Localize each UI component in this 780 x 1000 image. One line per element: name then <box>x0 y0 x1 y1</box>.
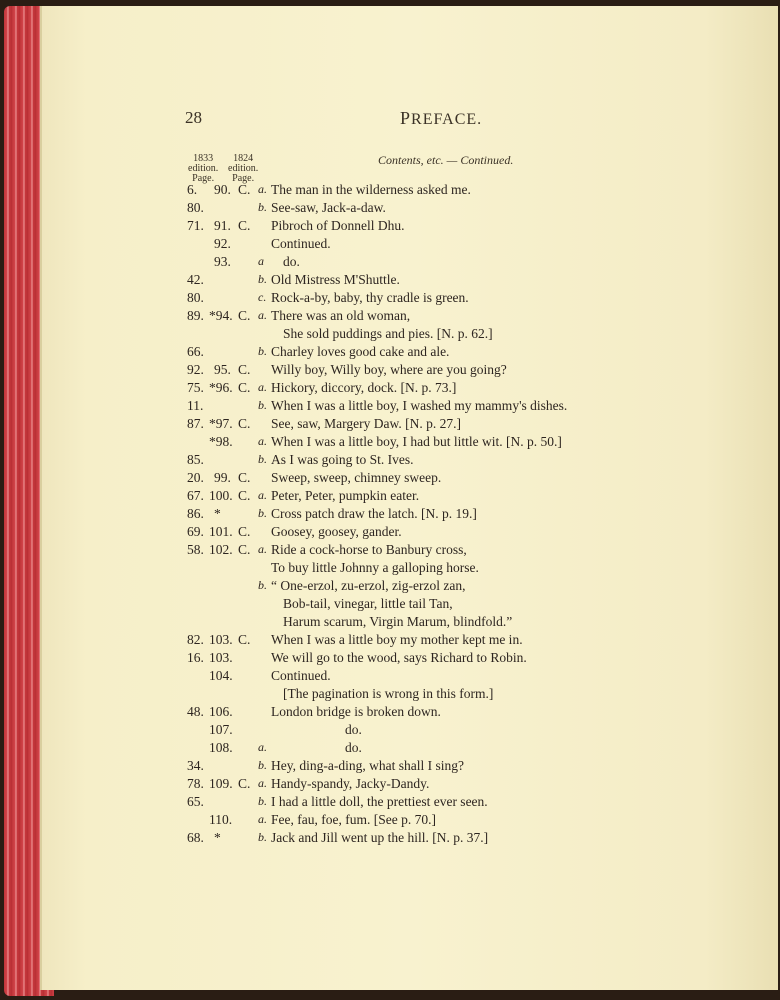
edition-1824-page: *97. <box>209 416 233 431</box>
rhyme-title: Charley loves good cake and ale. <box>271 344 450 359</box>
rhyme-title: Jack and Jill went up the hill. [N. p. 37.] <box>271 830 489 845</box>
c-mark: C. <box>238 488 251 503</box>
rhyme-title: Peter, Peter, pumpkin eater. <box>271 488 420 503</box>
col1-edition: edition. <box>188 163 219 174</box>
c-mark: C. <box>238 218 251 233</box>
rhyme-title: When I was a little boy, I washed my mammy's dishes. <box>271 398 568 413</box>
rhyme-title: When I was a little boy my mother kept me in. <box>271 632 523 647</box>
edition-1824-page: 103. <box>209 632 233 647</box>
c-mark: C. <box>238 380 251 395</box>
edition-1833-page: 16. <box>187 650 204 665</box>
rhyme-title: I had a little doll, the prettiest ever seen. <box>271 794 488 809</box>
edition-1824-page: 92. <box>214 236 231 251</box>
edition-1824-page: 106. <box>209 704 233 719</box>
rhyme-title: Harum scarum, Virgin Marum, blindfold.” <box>283 614 513 629</box>
sub-letter: a. <box>258 182 267 196</box>
rhyme-title: do. <box>345 740 362 755</box>
sub-letter: a. <box>258 434 267 448</box>
running-title-initial: P <box>400 108 412 128</box>
edition-1833-page: 89. <box>187 308 204 323</box>
rhyme-title: London bridge is broken down. <box>271 704 441 719</box>
edition-1824-page: 110. <box>209 812 233 827</box>
contents-row <box>0 758 780 776</box>
contents-row <box>0 830 780 848</box>
edition-1833-page: 69. <box>187 524 204 539</box>
sub-letter: b. <box>258 452 267 466</box>
contents-row <box>0 506 780 524</box>
sub-letter: c. <box>258 290 267 304</box>
edition-1824-page: 101. <box>209 524 233 539</box>
contents-row <box>0 272 780 290</box>
sub-letter: a. <box>258 308 267 322</box>
contents-row <box>0 614 780 632</box>
contents-row <box>0 560 780 578</box>
c-mark: C. <box>238 416 251 431</box>
edition-1833-page: 80. <box>187 290 204 305</box>
rhyme-title: Sweep, sweep, chimney sweep. <box>271 470 442 485</box>
contents-row <box>0 470 780 488</box>
rhyme-title: Goosey, goosey, gander. <box>271 524 402 539</box>
rhyme-title: Handy-spandy, Jacky-Dandy. <box>271 776 430 791</box>
contents-row <box>0 488 780 506</box>
contents-row <box>0 650 780 668</box>
edition-1824-page: 107. <box>209 722 233 737</box>
sub-letter: a. <box>258 812 267 826</box>
edition-1824-page: 108. <box>209 740 233 755</box>
contents-row <box>0 524 780 542</box>
edition-1824-page: *94. <box>209 308 233 323</box>
edition-1824-page: 109. <box>209 776 233 791</box>
rhyme-title: Bob-tail, vinegar, little tail Tan, <box>283 596 453 611</box>
edition-1833-page: 20. <box>187 470 204 485</box>
edition-1833-page: 92. <box>187 362 204 377</box>
contents-row <box>0 596 780 614</box>
contents-row <box>0 578 780 596</box>
c-mark: C. <box>238 470 251 485</box>
sub-letter: a. <box>258 542 267 556</box>
col2-page: Page. <box>232 173 255 184</box>
edition-1833-page: 86. <box>187 506 204 521</box>
c-mark: C. <box>238 542 251 557</box>
rhyme-title: Hickory, diccory, dock. [N. p. 73.] <box>271 380 457 395</box>
column-heading-1824 <box>228 154 258 184</box>
sub-letter: b. <box>258 758 267 772</box>
edition-1824-page: 95. <box>214 362 231 377</box>
contents-row <box>0 452 780 470</box>
contents-row <box>0 308 780 326</box>
rhyme-title: Willy boy, Willy boy, where are you going? <box>271 362 507 377</box>
contents-row <box>0 812 780 830</box>
edition-1824-page: 100. <box>209 488 233 503</box>
edition-1824-page: 104. <box>209 668 233 683</box>
edition-1833-page: 42. <box>187 272 204 287</box>
rhyme-title: “ One-erzol, zu-erzol, zig-erzol zan, <box>271 578 466 593</box>
contents-row <box>0 254 780 272</box>
contents-row <box>0 326 780 344</box>
edition-1824-page: 91. <box>214 218 231 233</box>
edition-1824-page: 93. <box>214 254 231 269</box>
c-mark: C. <box>238 524 251 539</box>
sub-letter: b. <box>258 272 267 286</box>
edition-1833-page: 71. <box>187 218 204 233</box>
running-title <box>400 108 482 129</box>
rhyme-title: When I was a little boy, I had but little wit. [N. p. 50.] <box>271 434 562 449</box>
rhyme-title: Old Mistress M'Shuttle. <box>271 272 400 287</box>
sub-letter: a <box>258 254 264 268</box>
edition-1833-page: 78. <box>187 776 204 791</box>
rhyme-title: She sold puddings and pies. [N. p. 62.] <box>283 326 493 341</box>
edition-1833-page: 34. <box>187 758 204 773</box>
rhyme-title: We will go to the wood, says Richard to Robin. <box>271 650 527 665</box>
rhyme-title: [The pagination is wrong in this form.] <box>283 686 494 701</box>
col1-page: Page. <box>192 173 215 184</box>
c-mark: C. <box>238 308 251 323</box>
contents-row <box>0 344 780 362</box>
contents-row <box>0 722 780 740</box>
contents-row <box>0 434 780 452</box>
contents-row <box>0 416 780 434</box>
contents-row <box>0 398 780 416</box>
contents-row <box>0 686 780 704</box>
c-mark: C. <box>238 182 251 197</box>
contents-row <box>0 380 780 398</box>
contents-row <box>0 362 780 380</box>
sub-letter: a. <box>258 740 267 754</box>
edition-1824-page: * <box>214 830 221 845</box>
sub-letter: b. <box>258 794 267 808</box>
rhyme-title: See, saw, Margery Daw. [N. p. 27.] <box>271 416 461 431</box>
sub-letter: b. <box>258 578 267 592</box>
c-mark: C. <box>238 632 251 647</box>
contents-row <box>0 182 780 200</box>
rhyme-title: do. <box>283 254 300 269</box>
contents-row <box>0 794 780 812</box>
contents-row <box>0 776 780 794</box>
sub-letter: a. <box>258 776 267 790</box>
edition-1833-page: 75. <box>187 380 204 395</box>
sub-letter: b. <box>258 398 267 412</box>
contents-row <box>0 668 780 686</box>
edition-1824-page: *96. <box>209 380 233 395</box>
col2-year: 1824 <box>233 153 254 164</box>
contents-row <box>0 200 780 218</box>
contents-row <box>0 290 780 308</box>
contents-row <box>0 218 780 236</box>
edition-1833-page: 80. <box>187 200 204 215</box>
edition-1833-page: 87. <box>187 416 204 431</box>
rhyme-title: Ride a cock-horse to Banbury cross, <box>271 542 467 557</box>
rhyme-title: To buy little Johnny a galloping horse. <box>271 560 479 575</box>
rhyme-title: There was an old woman, <box>271 308 411 323</box>
page-number: 28 <box>185 108 202 127</box>
sub-letter: a. <box>258 380 267 394</box>
edition-1833-page: 66. <box>187 344 204 359</box>
edition-1833-page: 48. <box>187 704 204 719</box>
edition-1833-page: 65. <box>187 794 204 809</box>
edition-1833-page: 58. <box>187 542 204 557</box>
contents-row <box>0 542 780 560</box>
edition-1833-page: 68. <box>187 830 204 845</box>
edition-1833-page: 67. <box>187 488 204 503</box>
edition-1824-page: 99. <box>214 470 231 485</box>
col1-year: 1833 <box>193 153 214 164</box>
rhyme-title: Rock-a-by, baby, thy cradle is green. <box>271 290 469 305</box>
edition-1833-page: 82. <box>187 632 204 647</box>
edition-1824-page: * <box>214 506 221 521</box>
contents-row <box>0 704 780 722</box>
sub-letter: b. <box>258 830 267 844</box>
edition-1833-page: 11. <box>187 398 204 413</box>
rhyme-title: Pibroch of Donnell Dhu. <box>271 218 405 233</box>
rhyme-title: Hey, ding-a-ding, what shall I sing? <box>271 758 464 773</box>
contents-row <box>0 236 780 254</box>
c-mark: C. <box>238 776 251 791</box>
c-mark: C. <box>238 362 251 377</box>
edition-1824-page: *98. <box>209 434 233 449</box>
rhyme-title: Continued. <box>271 236 331 251</box>
edition-1833-page: 6. <box>187 182 198 197</box>
rhyme-title: Fee, fau, foe, fum. [See p. 70.] <box>271 812 436 827</box>
edition-1833-page: 85. <box>187 452 204 467</box>
edition-1824-page: 103. <box>209 650 233 665</box>
edition-1824-page: 90. <box>214 182 231 197</box>
rhyme-title: The man in the wilderness asked me. <box>271 182 471 197</box>
rhyme-title: do. <box>345 722 362 737</box>
rhyme-title: As I was going to St. Ives. <box>271 452 414 467</box>
contents-row <box>0 740 780 758</box>
contents-subtitle: Contents, etc. — Continued. <box>378 153 514 167</box>
edition-1824-page: 102. <box>209 542 233 557</box>
running-title-rest: REFACE. <box>411 111 483 128</box>
sub-letter: a. <box>258 488 267 502</box>
contents-row <box>0 632 780 650</box>
sub-letter: b. <box>258 506 267 520</box>
rhyme-title: Continued. <box>271 668 331 683</box>
rhyme-title: See-saw, Jack-a-daw. <box>271 200 386 215</box>
rhyme-title: Cross patch draw the latch. [N. p. 19.] <box>271 506 477 521</box>
column-heading-1833 <box>188 154 218 184</box>
col2-edition: edition. <box>228 163 259 174</box>
sub-letter: b. <box>258 200 267 214</box>
sub-letter: b. <box>258 344 267 358</box>
